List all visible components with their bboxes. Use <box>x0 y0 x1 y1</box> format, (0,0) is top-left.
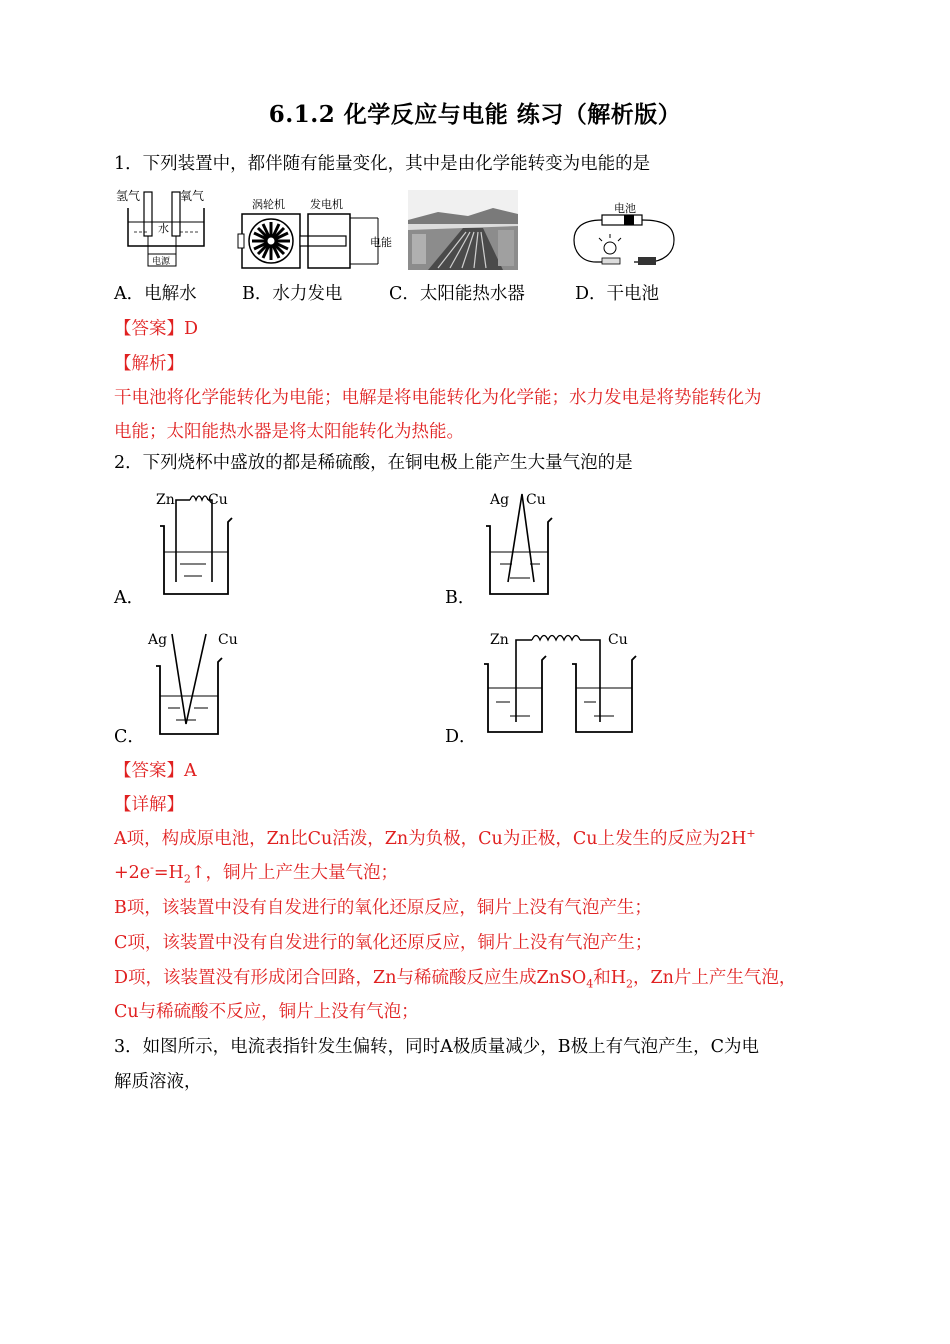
q1-label-battery: 电池 <box>614 202 636 215</box>
detail-a2-post: ↑，铜片上产生大量气泡； <box>190 863 398 883</box>
q1-label-water: 水 <box>158 222 169 235</box>
detail-a1-text: A项，构成原电池，Zn比Cu活泼，Zn为负极，Cu为正极，Cu上发生的反应为2H <box>114 829 747 849</box>
q1-analysis-heading: 【解析】 <box>114 354 184 374</box>
q2-figure-b <box>482 486 582 598</box>
q2-detail-c: C项，该装置中没有自发进行的氧化还原反应，铜片上没有气泡产生； <box>114 933 653 953</box>
q1-figure-electrolysis <box>114 186 214 272</box>
q2-detail-a-line-2 <box>114 861 398 885</box>
q2-option-d: D． <box>445 727 477 747</box>
q2d-label-zn: Zn <box>490 632 509 648</box>
lightbulb-icon <box>599 234 621 264</box>
page-title: 6.1.2 化学反应与电能 练习（解析版） <box>268 101 682 128</box>
q2-figure-a <box>150 486 250 598</box>
q1-option-d: D．干电池 <box>575 284 660 304</box>
q1-answer: 【答案】D <box>114 319 199 339</box>
detail-d1-sub1: 4 <box>586 977 594 991</box>
q3-stem-line-1: 3．如图所示，电流表指针发生偏转，同时A极质量减少，B极上有气泡产生，C为电 <box>114 1037 760 1057</box>
q2-detail-b: B项，该装置中没有自发进行的氧化还原反应，铜片上没有气泡产生； <box>114 898 652 918</box>
q1-option-b: B．水力发电 <box>242 284 343 304</box>
q1-label-hydrogen: 氢气 <box>116 189 141 203</box>
detail-a1-sup: + <box>746 827 756 841</box>
q2c-label-ag: Ag <box>148 632 168 648</box>
q2-figure-d <box>484 626 644 738</box>
q1-figure-solar-heater <box>408 190 518 270</box>
q3-stem-line-2: 解质溶液， <box>114 1072 202 1092</box>
q1-figure-battery-circuit <box>572 200 682 270</box>
q1-stem: 1．下列装置中，都伴随有能量变化，其中是由化学能转变为电能的是 <box>114 154 651 174</box>
q2-detail-heading: 【详解】 <box>114 795 184 815</box>
q2b-label-ag: Ag <box>490 492 510 508</box>
q2-option-a: A． <box>114 588 145 608</box>
q2-detail-d-line-2: Cu与稀硫酸不反应，铜片上没有气泡； <box>114 1002 419 1022</box>
detail-d1-mid: 和H <box>593 968 626 988</box>
q1-label-generator: 发电机 <box>310 198 343 211</box>
q1-analysis-line-2: 电能；太阳能热水器是将太阳能转化为热能。 <box>114 422 464 442</box>
q2-option-c: C． <box>114 727 145 747</box>
q1-option-c: C．太阳能热水器 <box>389 284 525 304</box>
q1-label-power: 电源 <box>152 257 171 267</box>
q2-option-b: B． <box>445 588 476 608</box>
q2b-label-cu: Cu <box>526 492 546 508</box>
q2-figure-c <box>146 626 246 738</box>
q1-analysis-line-1: 干电池将化学能转化为电能；电解是将电能转化为化学能；水力发电是将势能转化为 <box>114 388 762 408</box>
q2-stem: 2．下列烧杯中盛放的都是稀硫酸，在铜电极上能产生大量气泡的是 <box>114 453 633 473</box>
detail-a2-sub: 2 <box>183 872 191 886</box>
q1-option-a: A．电解水 <box>114 284 197 304</box>
q2-answer: 【答案】A <box>114 761 197 781</box>
detail-d1-post: ，Zn片上产生气泡， <box>633 968 797 988</box>
q2a-label-zn: Zn <box>156 492 175 508</box>
detail-a2-pre: +2e <box>114 863 151 883</box>
q1-label-turbine: 涡轮机 <box>252 198 285 211</box>
q2a-label-cu: Cu <box>208 492 228 508</box>
q2-detail-d-line-1 <box>114 966 796 990</box>
detail-a2-mid: =H <box>153 863 184 883</box>
q1-figure-hydropower <box>238 196 398 272</box>
q1-label-oxygen: 氧气 <box>180 189 205 203</box>
q1-label-electric-energy: 电能 <box>370 236 392 249</box>
detail-d1-sub2: 2 <box>626 977 633 991</box>
q2-detail-a-line-1 <box>114 827 756 851</box>
detail-a2-sup: - <box>150 861 154 875</box>
q2c-label-cu: Cu <box>218 632 238 648</box>
detail-d1-pre: D项，该装置没有形成闭合回路，Zn与稀硫酸反应生成ZnSO <box>114 968 587 988</box>
q2d-label-cu: Cu <box>608 632 628 648</box>
